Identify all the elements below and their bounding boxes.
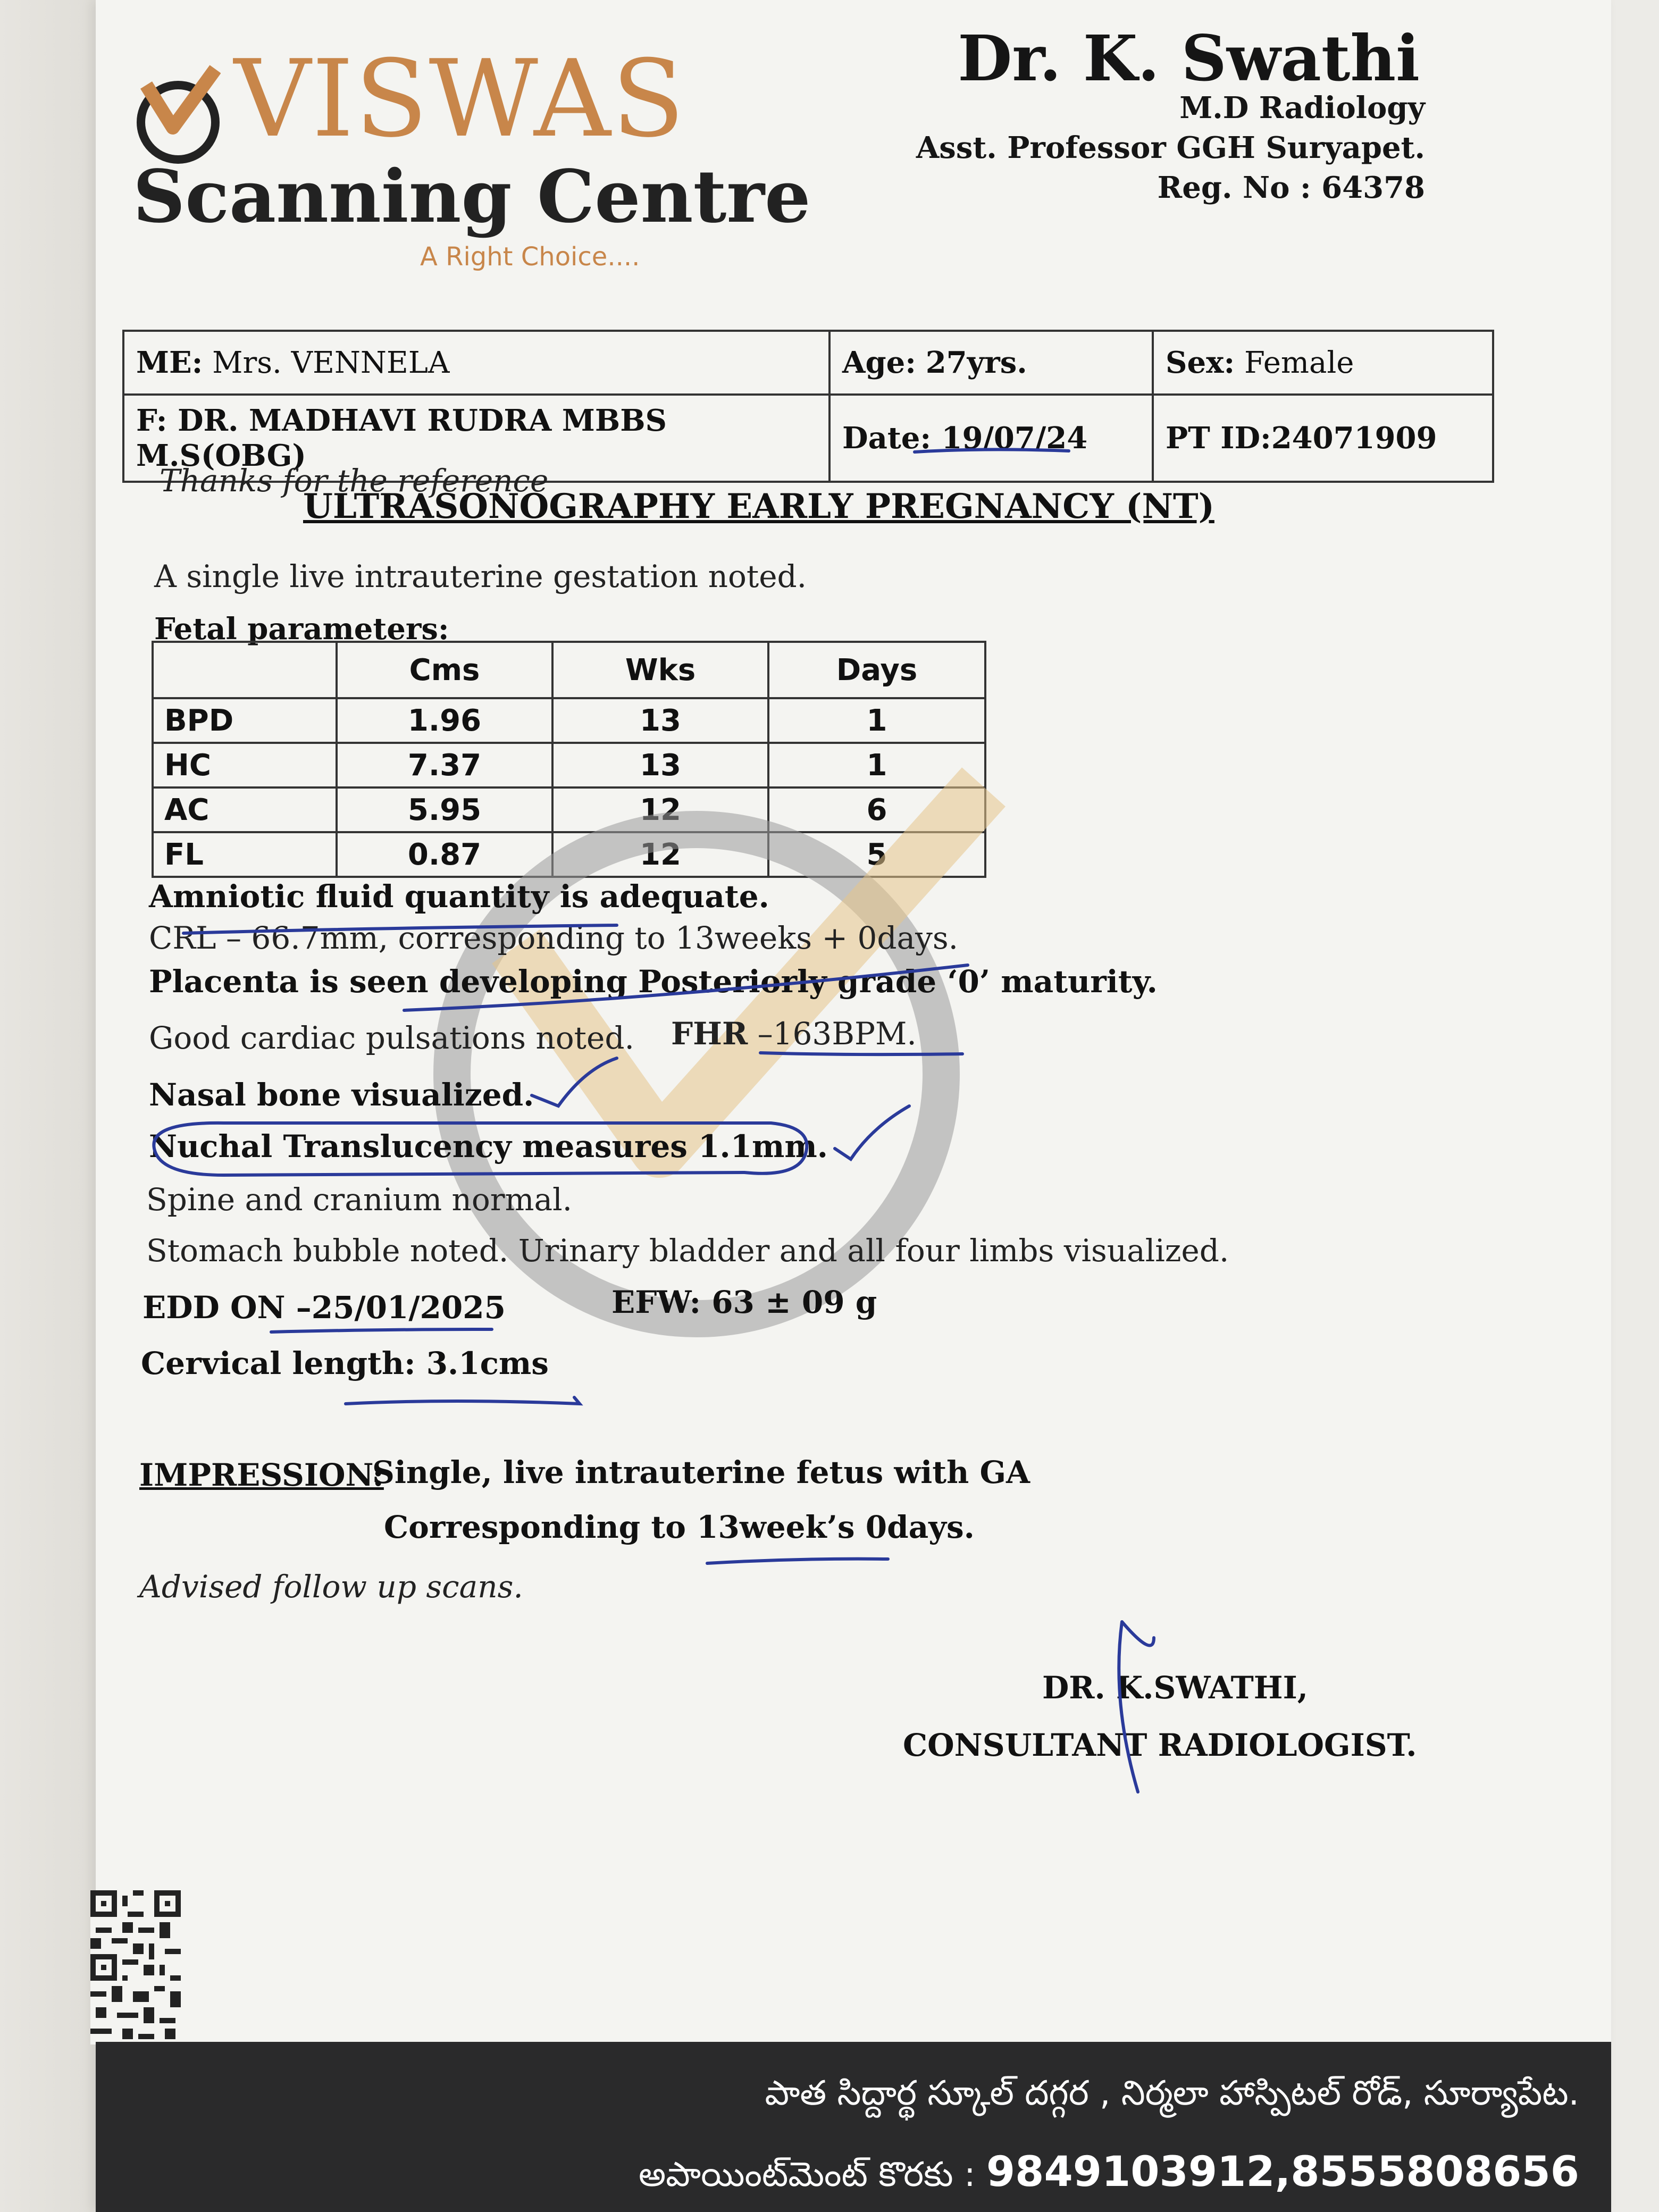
patient-id: PT ID:24071909 [1166, 421, 1437, 456]
table-row [153, 832, 985, 877]
table-row [153, 787, 985, 832]
doctor-post: Asst. Professor GGH Suryapet. [916, 130, 1425, 165]
logo-tagline: A Right Choice.... [420, 242, 640, 272]
fetal-header-wks: Wks [552, 642, 768, 698]
fetal-days: 5 [768, 832, 985, 877]
fhr-value: –163BPM. [757, 1016, 917, 1052]
fetal-cms: 5.95 [337, 787, 552, 832]
phone-numbers: 9849103912,8555808656 [986, 2148, 1579, 2196]
impression-heading: IMPRESSION: [139, 1457, 384, 1493]
date-label: Date: [842, 421, 932, 456]
report-title: ULTRASONOGRAPHY EARLY PREGNANCY (NT) [303, 487, 1214, 526]
placenta-line: Placenta is seen developing Posteriorly grade ‘0’ maturity. [149, 963, 1158, 1000]
fetal-wks: 12 [552, 787, 768, 832]
fetal-wks: 13 [552, 698, 768, 743]
fetal-wks: 12 [552, 832, 768, 877]
table-row [153, 698, 985, 743]
fetal-parameters-table [152, 641, 986, 878]
crl-line: CRL – 66.7mm, corresponding to 13weeks + 0days. [149, 920, 959, 956]
impression-label [139, 1457, 384, 1493]
footer-bar [96, 2042, 1611, 2212]
spine-line: Spine and cranium normal. [146, 1182, 573, 1218]
nuchal-line: Nuchal Translucency measures 1.1mm. [149, 1128, 828, 1164]
edd-label: EDD ON [143, 1289, 286, 1326]
cardiac-line: Good cardiac pulsations noted. [149, 1020, 634, 1056]
fetal-days: 1 [768, 698, 985, 743]
edd-line [143, 1289, 506, 1326]
fetal-param: HC [153, 743, 337, 787]
name-label: ME: [136, 345, 203, 380]
sex-label: Sex: [1166, 345, 1235, 380]
fetal-days: 1 [768, 743, 985, 787]
age-label: Age: [842, 345, 916, 380]
fetal-param: BPD [153, 698, 337, 743]
qr-code-icon [90, 1890, 181, 2045]
fetal-cms: 1.96 [337, 698, 552, 743]
thanks-note: Thanks for the reference [160, 463, 549, 499]
patient-sex: Female [1244, 346, 1354, 380]
fetal-param: FL [153, 832, 337, 877]
footer-address: పాత సిద్దార్థ స్కూల్ దగ్గర , నిర్మలా హాస్పిటల్ రోడ్, సూర్యాపేట. [765, 2074, 1579, 2113]
cervical-length-line: Cervical length: 3.1cms [141, 1345, 549, 1381]
nasal-bone-line: Nasal bone visualized. [149, 1077, 534, 1113]
fetal-header-cms: Cms [337, 642, 552, 698]
efw-line: EFW: 63 ± 09 g [611, 1284, 877, 1320]
fetal-cms: 7.37 [337, 743, 552, 787]
table-row [153, 743, 985, 787]
fetal-header-blank [153, 642, 337, 698]
fhr-line [671, 1016, 917, 1052]
appointment-label: అపాయింట్‌మెంట్ కొరకు : [638, 2155, 976, 2194]
fetal-parameters-label: Fetal parameters: [154, 611, 449, 647]
doctor-degree: M.D Radiology [1179, 90, 1425, 125]
amniotic-line: Amniotic fluid quantity is adequate. [149, 878, 769, 915]
doctor-name: Dr. K. Swathi [958, 21, 1420, 95]
impression-line-2: Corresponding to 13week’s 0days. [384, 1509, 975, 1545]
intro-line: A single live intrauterine gestation noted. [154, 558, 807, 594]
referring-doctor: DR. MADHAVI RUDRA MBBS M.S(OBG) [136, 403, 667, 473]
patient-age: 27yrs. [925, 345, 1027, 380]
impression-line-1: Single, live intrauterine fetus with GA [372, 1454, 1030, 1490]
report-date: 19/07/24 [941, 421, 1088, 456]
fetal-days: 6 [768, 787, 985, 832]
advice-line: Advised follow up scans. [139, 1569, 523, 1605]
signatory-title: CONSULTANT RADIOLOGIST. [903, 1727, 1417, 1763]
logo-subtitle: Scanning Centre [133, 154, 811, 239]
patient-info-table [122, 330, 1494, 483]
signatory-name: DR. K.SWATHI, [1042, 1670, 1308, 1706]
stomach-line: Stomach bubble noted. Urinary bladder and all four limbs visualized. [146, 1233, 1229, 1269]
fetal-cms: 0.87 [337, 832, 552, 877]
footer-phone-line [639, 2148, 1579, 2202]
patient-name: Mrs. VENNELA [212, 346, 450, 380]
fetal-header-days: Days [768, 642, 985, 698]
logo-name: VISWAS [234, 37, 686, 161]
fetal-wks: 13 [552, 743, 768, 787]
fhr-label: FHR [671, 1016, 748, 1052]
referrer-label: F: [136, 403, 167, 438]
fetal-param: AC [153, 787, 337, 832]
edd-value: –25/01/2025 [296, 1289, 506, 1326]
doctor-reg: Reg. No : 64378 [1157, 170, 1425, 205]
